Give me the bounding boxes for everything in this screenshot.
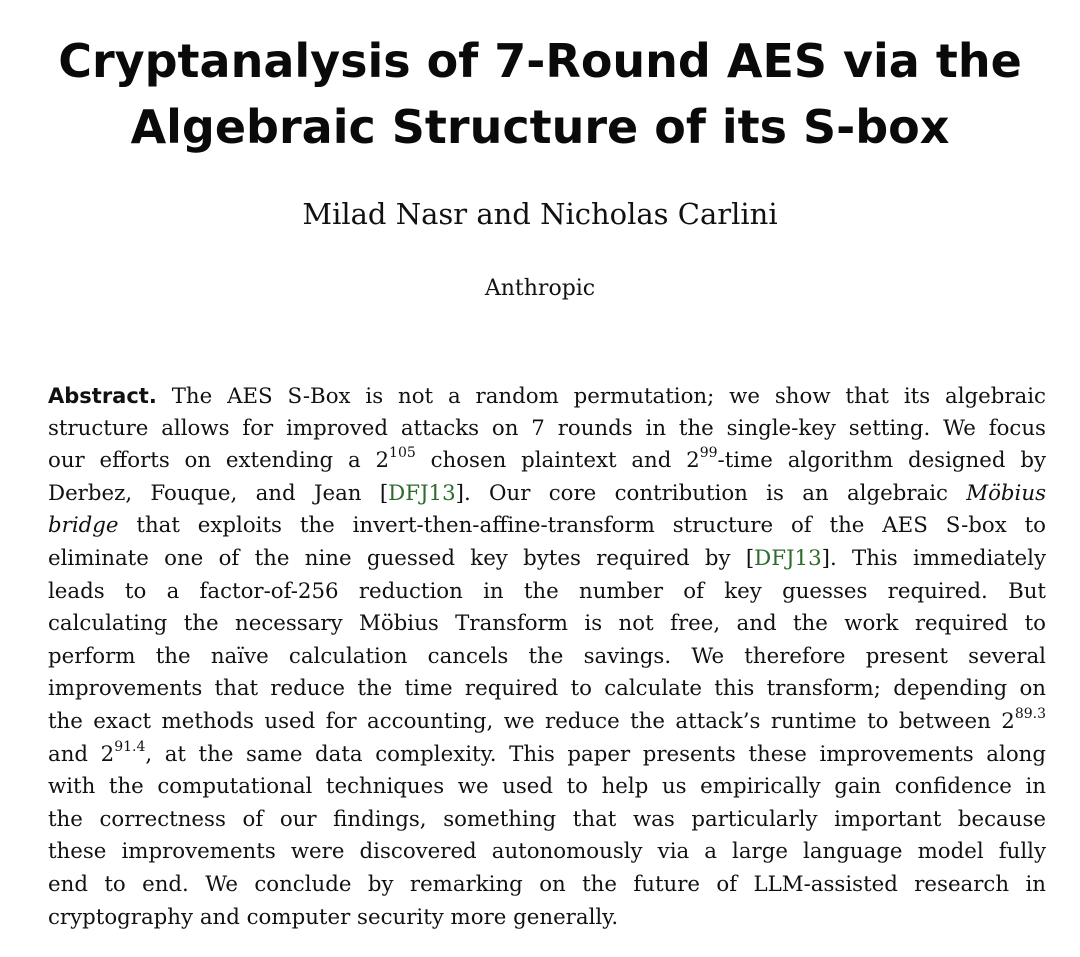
abstract-text: cryptography and computer security more generally.: [48, 904, 619, 930]
superscript-exponent: 105: [389, 445, 416, 462]
abstract-text: chosen plaintext and 2: [415, 448, 700, 474]
affiliation: Anthropic: [484, 276, 596, 301]
abstract-text: ]. Our core contribution is an algebraic: [455, 480, 967, 506]
abstract-text: eliminate one of the nine guessed key bytes required by [: [48, 545, 755, 571]
authors: Milad Nasr and Nicholas Carlini: [302, 197, 778, 231]
abstract-text: The AES S-Box is not a random permutation; we show that its algebraic: [171, 384, 1046, 409]
abstract-line: [48, 902, 1046, 935]
abstract-text: end to end. We conclude by remarking on the future of LLM-assisted research in: [48, 871, 1046, 897]
emphasis-text: bridge: [48, 513, 119, 539]
abstract-text: these improvements were discovered autonomously via a large language model fully: [48, 839, 1046, 865]
abstract-text: and 2: [48, 741, 115, 767]
abstract-text: that exploits the invert-then-affine-transform structure of the AES S-box to: [118, 513, 1046, 539]
superscript-exponent: 89.3: [1014, 705, 1046, 722]
abstract-line: [48, 413, 1046, 446]
emphasis-text: Möbius: [966, 480, 1046, 506]
abstract-text: our efforts on extending a 2: [48, 448, 390, 474]
abstract-text: calculating the necessary Möbius Transform is not free, and the work required to: [48, 611, 1046, 637]
abstract-text: , at the same data complexity. This paper presents these improvements along: [145, 741, 1046, 767]
citation-link[interactable]: DFJ13: [388, 480, 456, 506]
abstract: [48, 380, 1046, 934]
abstract-line: [48, 543, 1046, 576]
abstract-line: [48, 739, 1046, 772]
abstract-text: the exact methods used for accounting, we reduce the attack’s runtime to between 2: [48, 708, 1015, 734]
abstract-text: the correctness of our findings, something that was particularly important because: [48, 806, 1046, 832]
abstract-text: perform the naïve calculation cancels the savings. We therefore present several: [48, 643, 1046, 669]
superscript-exponent: 99: [699, 445, 718, 462]
abstract-text: ]. This immediately: [821, 545, 1046, 571]
superscript-exponent: 91.4: [114, 738, 146, 755]
abstract-text: improvements that reduce the time required to calculate this transform; depending on: [48, 676, 1046, 702]
abstract-line: [48, 804, 1046, 837]
abstract-line: [48, 380, 1046, 413]
abstract-line: [48, 673, 1046, 706]
abstract-line: [48, 836, 1046, 869]
abstract-line: [48, 478, 1046, 511]
abstract-line: [48, 510, 1046, 543]
paper-title: [0, 28, 1080, 160]
abstract-text: structure allows for improved attacks on 7 rounds in the single-key setting. We focus: [48, 415, 1046, 441]
abstract-line: [48, 445, 1046, 478]
abstract-line: [48, 576, 1046, 609]
citation-link[interactable]: DFJ13: [754, 545, 822, 571]
abstract-text: -time algorithm designed by: [717, 448, 1046, 474]
abstract-heading: Abstract.: [48, 384, 157, 408]
title-line-1: Cryptanalysis of 7-Round AES via the: [58, 34, 1022, 88]
title-line-2: Algebraic Structure of its S-box: [130, 100, 950, 154]
abstract-line: [48, 869, 1046, 902]
abstract-text: leads to a factor-of-256 reduction in the number of key guesses required. But: [48, 578, 1046, 604]
abstract-text: with the computational techniques we used to help us empirically gain confidence in: [48, 774, 1046, 800]
abstract-text: Derbez, Fouque, and Jean [: [48, 480, 389, 506]
abstract-line: [48, 608, 1046, 641]
abstract-line: [48, 706, 1046, 739]
abstract-line: [48, 771, 1046, 804]
abstract-line: [48, 641, 1046, 674]
